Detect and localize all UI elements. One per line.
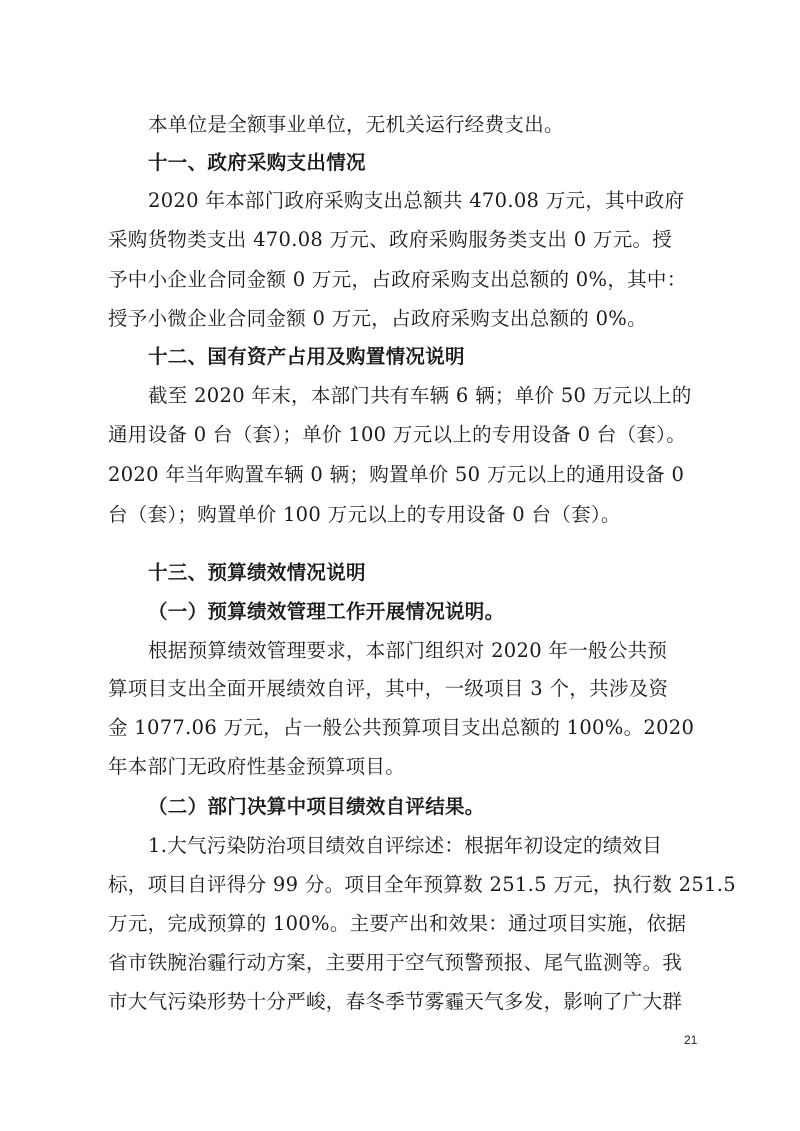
subsection-heading-1: （一）预算绩效管理工作开展情况说明。 [148,600,505,623]
body-text-line: 台（套）；购置单价 100 万元以上的专用设备 0 台（套）。 [108,503,621,526]
body-text-line: 授予小微企业合同金额 0 万元，占政府采购支出总额的 0%。 [108,307,647,330]
body-text-line: 金 1077.06 万元，占一般公共预算项目支出总额的 100%。2020 [108,716,695,739]
page-number: 21 [684,1033,698,1047]
body-text-line: 根据预算绩效管理要求，本部门组织对 2020 年一般公共预 [148,639,668,662]
body-text-line: 截至 2020 年末，本部门共有车辆 6 辆；单价 50 万元以上的 [148,384,692,407]
body-text-line: 2020 年本部门政府采购支出总额共 470.08 万元，其中政府 [148,189,685,212]
body-text-line: 通用设备 0 台（套）；单价 100 万元以上的专用设备 0 台（套）。 [108,423,687,446]
subsection-heading-2: （二）部门决算中项目绩效自评结果。 [148,795,485,818]
body-text-line: 年本部门无政府性基金预算项目。 [108,755,406,778]
body-text-line: 采购货物类支出 470.08 万元、政府采购服务类支出 0 万元。授 [108,228,673,251]
body-text-line: 1.大气污染防治项目绩效自评综述：根据年初设定的绩效目 [148,834,663,857]
body-text-line: 予中小企业合同金额 0 万元，占政府采购支出总额的 0%，其中： [108,268,687,291]
section-heading-11: 十一、政府采购支出情况 [148,151,366,174]
body-text-line: 本单位是全额事业单位，无机关运行经费支出。 [148,113,564,136]
section-heading-13: 十三、预算绩效情况说明 [148,561,366,584]
body-text-line: 算项目支出全面开展绩效自评，其中，一级项目 3 个，共涉及资 [108,677,669,700]
body-text-line: 市大气污染形势十分严峻，春冬季节雾霾天气多发，影响了广大群 [108,990,683,1013]
body-text-line: 省市铁腕治霾行动方案，主要用于空气预警预报、尾气监测等。我 [108,951,683,974]
body-text-line: 2020 年当年购置车辆 0 辆；购置单价 50 万元以上的通用设备 0 [108,463,685,486]
body-text-line: 万元，完成预算的 100%。主要产出和效果：通过项目实施，依据 [108,912,687,935]
body-text-line: 标，项目自评得分 99 分。项目全年预算数 251.5 万元，执行数 251.5 [108,873,736,896]
section-heading-12: 十二、国有资产占用及购置情况说明 [148,345,465,368]
